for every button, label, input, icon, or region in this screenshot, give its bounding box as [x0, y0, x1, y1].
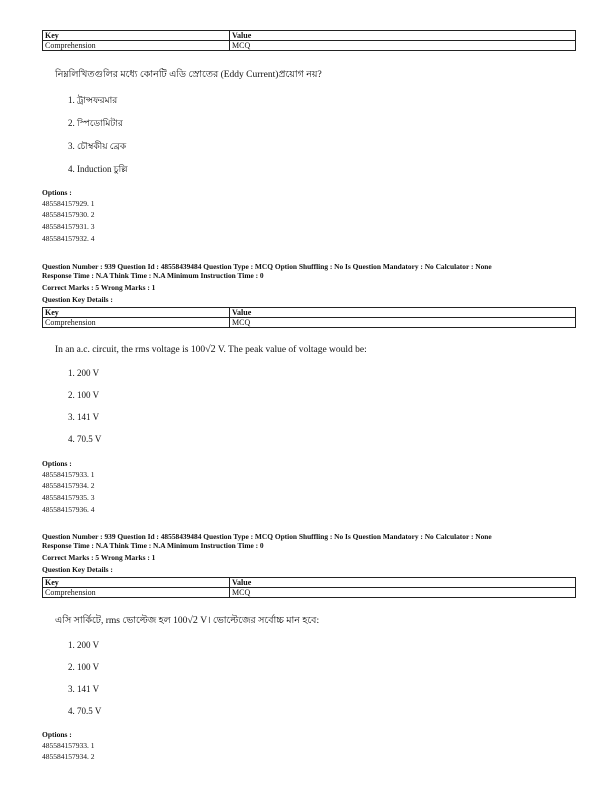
question-text: [55, 614, 319, 629]
table-row: [43, 41, 576, 51]
option-id: 485584157932. 4: [42, 234, 95, 243]
question-meta-line-1: Question Number : 939 Question Id : 48558439484 Question Type : MCQ Option Shuffling : No Is Question Mandatory : No Calculator : None: [42, 532, 492, 541]
question-text: [55, 344, 367, 355]
value-header: Value: [230, 308, 576, 318]
question-key-table: [42, 577, 576, 598]
value-cell: MCQ: [230, 41, 576, 51]
table-header-row: [43, 31, 576, 41]
option-1: 1. 200 V: [68, 368, 100, 378]
option-id: 485584157934. 2: [42, 481, 95, 490]
question-meta-line-1: Question Number : 939 Question Id : 48558439484 Question Type : MCQ Option Shuffling : No Is Question Mandatory : No Calculator : None: [42, 262, 492, 271]
question-text-pre: এসি সার্কিটে, rms ভোল্টেজ হল 100: [55, 616, 188, 626]
question-key-table: [42, 307, 576, 328]
option-2: 2. 100 V: [68, 662, 100, 672]
question-key-table: [42, 30, 576, 51]
option-id: 485584157934. 2: [42, 752, 95, 761]
value-cell: MCQ: [230, 588, 576, 598]
option-id: 485584157930. 2: [42, 210, 95, 219]
sqrt-symbol: √2: [205, 344, 216, 355]
key-cell: Comprehension: [43, 318, 230, 328]
table-header-row: [43, 308, 576, 318]
option-id: 485584157935. 3: [42, 493, 95, 502]
marks-line: Correct Marks : 5 Wrong Marks : 1: [42, 283, 156, 292]
options-label: Options :: [42, 459, 72, 468]
option-1: 1. 200 V: [68, 640, 100, 650]
key-cell: Comprehension: [43, 588, 230, 598]
key-details-label: Question Key Details :: [42, 565, 113, 574]
value-cell: MCQ: [230, 318, 576, 328]
option-3: 3. 141 V: [68, 684, 100, 694]
sqrt-symbol: √2: [187, 615, 198, 626]
option-3: 3. 141 V: [68, 412, 100, 422]
option-4: 4. 70.5 V: [68, 434, 102, 444]
option-4: 4. Induction চুল্লি: [68, 164, 128, 174]
option-id: 485584157929. 1: [42, 199, 95, 208]
question-text-pre: In an a.c. circuit, the rms voltage is 100: [55, 345, 206, 355]
option-id: 485584157936. 4: [42, 505, 95, 514]
key-header: Key: [43, 308, 230, 318]
value-header: Value: [230, 578, 576, 588]
option-2: 2. 100 V: [68, 390, 100, 400]
question-text: নিম্নলিখিতগুলির মধ্যে কোনটি এডি স্রোতের (Eddy Current)প্রয়োগ নয়?: [55, 70, 322, 80]
marks-line: Correct Marks : 5 Wrong Marks : 1: [42, 553, 156, 562]
options-label: Options :: [42, 188, 72, 197]
table-row: [43, 588, 576, 598]
question-text-post: V. The peak value of voltage would be:: [215, 345, 367, 355]
option-id: 485584157931. 3: [42, 222, 95, 231]
question-text-post: V। ভোল্টেজের সর্বোচ্চ মান হবে:: [197, 616, 320, 626]
value-header: Value: [230, 31, 576, 41]
option-4: 4. 70.5 V: [68, 706, 102, 716]
options-label: Options :: [42, 730, 72, 739]
option-id: 485584157933. 1: [42, 741, 95, 750]
question-meta-line-2: Response Time : N.A Think Time : N.A Minimum Instruction Time : 0: [42, 271, 264, 280]
key-cell: Comprehension: [43, 41, 230, 51]
key-header: Key: [43, 578, 230, 588]
question-meta-line-2: Response Time : N.A Think Time : N.A Minimum Instruction Time : 0: [42, 541, 264, 550]
key-header: Key: [43, 31, 230, 41]
table-row: [43, 318, 576, 328]
option-2: 2. স্পিডোমিটার: [68, 118, 123, 128]
option-3: 3. চৌম্বকীয় ব্রেক: [68, 141, 127, 151]
option-id: 485584157933. 1: [42, 470, 95, 479]
option-1: 1. ট্রান্সফরমার: [68, 95, 118, 105]
key-details-label: Question Key Details :: [42, 295, 113, 304]
table-header-row: [43, 578, 576, 588]
